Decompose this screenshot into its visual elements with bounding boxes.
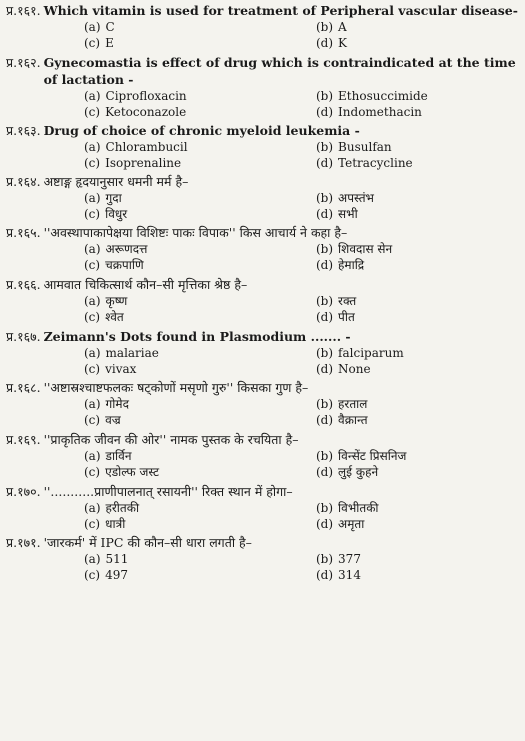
question-block [6,431,519,480]
question-block [6,122,519,171]
option-label: (d) [316,310,334,324]
option-label: (a) [84,242,101,256]
option-label: (b) [316,242,334,256]
option-label: (a) [84,552,101,566]
option-item[interactable] [84,35,316,51]
options-grid [6,396,519,428]
options-grid [6,88,519,120]
option-text: लुई कुहने [338,465,379,479]
option-text: अरूणदत्त [105,242,148,256]
option-label: (b) [316,449,334,463]
option-item[interactable] [84,309,316,325]
option-item[interactable] [84,104,316,120]
question-line [6,224,519,241]
option-label: (c) [84,156,101,170]
question-block [6,276,519,325]
option-label: (d) [316,517,334,531]
option-text: Indomethacin [338,105,422,119]
option-label: (d) [316,207,334,221]
question-block [6,54,519,120]
question-number: प्र.१६१. [6,3,41,18]
option-text: Tetracycline [338,156,413,170]
option-item[interactable] [84,155,316,171]
option-item[interactable] [316,412,525,428]
option-label: (b) [316,346,334,360]
option-item[interactable] [316,241,525,257]
option-label: (d) [316,465,334,479]
question-text: 'जारकर्म' में IPC की कौन–सी धारा लगती है– [43,535,252,550]
option-item[interactable] [84,190,316,206]
option-text: हरीतकी [105,501,140,515]
option-item[interactable] [316,293,525,309]
option-item[interactable] [316,139,525,155]
option-text: अपस्तंभ [338,191,374,205]
option-text: vivax [105,362,137,376]
option-item[interactable] [316,206,525,222]
option-label: (b) [316,397,334,411]
option-item[interactable] [84,551,316,567]
option-item[interactable] [316,361,525,377]
option-label: (a) [84,140,101,154]
options-grid [6,241,519,273]
option-label: (a) [84,397,101,411]
option-label: (c) [84,413,101,427]
question-text: ''अवस्थापाकापेक्षया विशिष्टः पाकः विपाक'' किस आचार्य ने कहा है– [43,225,348,240]
option-label: (b) [316,89,334,103]
question-block [6,534,519,583]
option-item[interactable] [84,345,316,361]
question-block [6,2,519,51]
question-number: प्र.१६८. [6,380,41,395]
option-text: Isoprenaline [105,156,182,170]
option-item[interactable] [316,190,525,206]
question-number: प्र.१६३. [6,123,41,138]
option-item[interactable] [84,396,316,412]
option-text: शिवदास सेन [338,242,393,256]
option-label: (c) [84,568,101,582]
options-grid [6,500,519,532]
option-label: (d) [316,362,334,376]
option-item[interactable] [84,516,316,532]
options-grid [6,190,519,222]
question-text: ''...........प्राणीपालनात् रसायनी'' रिक्त स्थान में होगा– [43,484,293,499]
option-item[interactable] [316,567,525,583]
option-item[interactable] [84,448,316,464]
question-number: प्र.१७०. [6,484,41,499]
option-label: (c) [84,258,101,272]
option-item[interactable] [316,448,525,464]
option-text: धात्री [105,517,126,531]
option-label: (a) [84,89,101,103]
option-label: (c) [84,105,101,119]
option-text: falciparum [338,346,404,360]
option-label: (a) [84,449,101,463]
option-item[interactable] [316,155,525,171]
question-number: प्र.१६६. [6,277,41,292]
option-item[interactable] [316,19,525,35]
option-label: (d) [316,258,334,272]
option-text: डार्विन [105,449,132,463]
question-line [6,483,519,500]
option-label: (a) [84,501,101,515]
option-text: 314 [338,568,361,582]
option-label: (c) [84,465,101,479]
option-text: None [338,362,371,376]
option-text: वज्र [105,413,121,427]
question-number: प्र.१७१. [6,535,41,550]
option-item[interactable] [84,412,316,428]
option-text: K [338,36,348,50]
option-text: 377 [338,552,361,566]
option-text: अमृता [338,517,365,531]
question-block [6,328,519,377]
option-item[interactable] [84,241,316,257]
option-item[interactable] [84,500,316,516]
question-block [6,379,519,428]
option-item[interactable] [316,257,525,273]
option-label: (d) [316,413,334,427]
option-item[interactable] [84,257,316,273]
option-text: पीत [338,310,355,324]
option-label: (a) [84,294,101,308]
question-block [6,173,519,222]
option-label: (c) [84,207,101,221]
option-item[interactable] [316,464,525,480]
question-number: प्र.१६२. [6,55,41,70]
question-block [6,224,519,273]
question-text: ''प्राकृतिक जीवन की ओर'' नामक पुस्तक के रचयिता है– [43,432,299,447]
question-text: अष्टाङ्ग हृदयानुसार धमनी मर्म है– [43,174,189,189]
option-text: 511 [105,552,129,566]
options-grid [6,448,519,480]
question-text: आमवात चिकित्सार्थ कौन–सी मृत्तिका श्रेष्ठ है– [43,277,248,292]
question-line [6,379,519,396]
option-item[interactable] [316,309,525,325]
option-text: Chlorambucil [105,140,188,154]
question-line [6,534,519,551]
question-text: ''अष्टास्रश्चाष्टफलकः षट्कोणों मसृणो गुरु'' किसका गुण है– [43,380,309,395]
option-label: (c) [84,36,101,50]
option-label: (a) [84,346,101,360]
question-line [6,328,519,345]
option-text: हरताल [338,397,368,411]
options-grid [6,19,519,51]
question-text: Drug of choice of chronic myeloid leukemia - [43,123,360,138]
question-number: प्र.१६९. [6,432,41,447]
question-line [6,173,519,190]
question-number: प्र.१६७. [6,329,41,344]
option-text: गोमेद [105,397,129,411]
question-number: प्र.१६४. [6,174,41,189]
option-text: Ciprofloxacin [105,89,187,103]
option-label: (a) [84,191,101,205]
option-text: हेमाद्रि [338,258,365,272]
option-item[interactable] [316,516,525,532]
option-text: सभी [338,207,358,221]
option-text: श्वेत [105,310,124,324]
option-text: 497 [105,568,128,582]
option-text: विन्सेंट प्रिसनिज [338,449,407,463]
options-grid [6,551,519,583]
option-text: कृष्ण [105,294,128,308]
options-grid [6,293,519,325]
question-text: Zeimann's Dots found in Plasmodium ....... - [43,329,351,344]
option-text: विधुर [105,207,128,221]
option-text: रक्त [338,294,357,308]
option-label: (d) [316,568,334,582]
option-label: (c) [84,310,101,324]
option-label: (c) [84,362,101,376]
option-text: E [105,36,114,50]
question-line [6,122,519,139]
option-item[interactable] [316,345,525,361]
option-text: malariae [105,346,159,360]
option-text: एडोल्फ जस्ट [105,465,160,479]
question-line [6,2,519,19]
option-label: (b) [316,140,334,154]
options-grid [6,345,519,377]
option-item[interactable] [84,293,316,309]
option-item[interactable] [316,88,525,104]
option-text: विभीतकी [338,501,379,515]
option-text: C [105,20,115,34]
option-item[interactable] [84,19,316,35]
option-label: (b) [316,191,334,205]
options-grid [6,139,519,171]
option-item[interactable] [84,88,316,104]
option-item[interactable] [84,361,316,377]
option-text: गुदा [105,191,122,205]
option-item[interactable] [316,500,525,516]
option-text: A [338,20,347,34]
option-label: (b) [316,501,334,515]
option-item[interactable] [84,464,316,480]
option-item[interactable] [316,396,525,412]
question-line [6,276,519,293]
option-item[interactable] [316,104,525,120]
question-number: प्र.१६५. [6,225,41,240]
question-line [6,54,519,88]
option-text: चक्रपाणि [105,258,144,272]
question-block [6,483,519,532]
option-label: (d) [316,156,334,170]
option-text: वैक्रान्त [338,413,368,427]
option-label: (b) [316,552,334,566]
question-line [6,431,519,448]
question-text: Gynecomastia is effect of drug which is contraindicated at the time of lactation - [43,55,516,87]
option-label: (a) [84,20,101,34]
option-label: (b) [316,20,334,34]
question-text: Which vitamin is used for treatment of Peripheral vascular disease- [43,3,518,18]
option-text: Busulfan [338,140,392,154]
option-label: (d) [316,36,334,50]
option-item[interactable] [84,206,316,222]
option-item[interactable] [316,35,525,51]
option-text: Ketoconazole [105,105,187,119]
option-label: (d) [316,105,334,119]
option-item[interactable] [316,551,525,567]
option-label: (b) [316,294,334,308]
option-item[interactable] [84,567,316,583]
option-text: Ethosuccimide [338,89,428,103]
option-item[interactable] [84,139,316,155]
option-label: (c) [84,517,101,531]
